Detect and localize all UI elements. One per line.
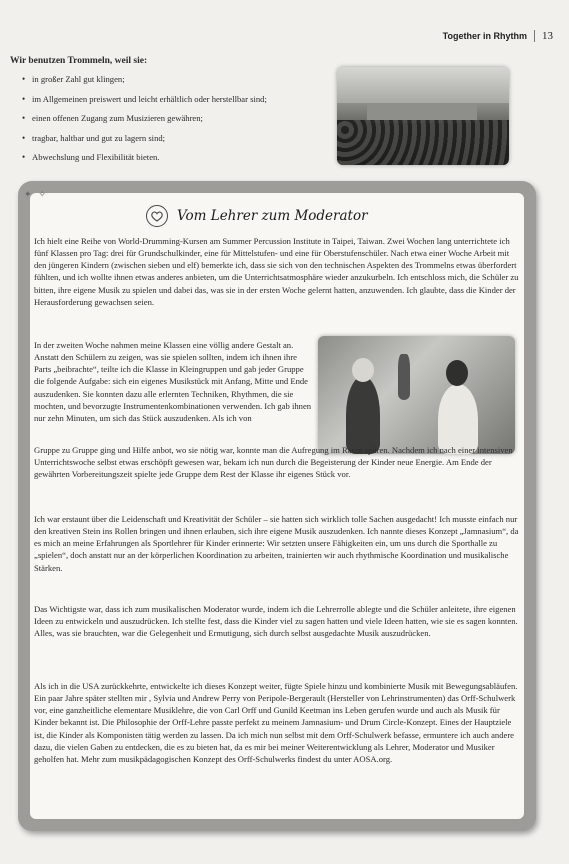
list-item: • in großer Zahl gut klingen; — [22, 73, 322, 93]
classroom-photo — [318, 336, 515, 454]
box-title: Vom Lehrer zum Moderator — [177, 208, 368, 224]
photo-face — [352, 358, 374, 382]
list-item: • im Allgemeinen preiswert und leicht erhältlich oder herstellbar sind; — [22, 93, 322, 113]
photo-tent-roof — [337, 67, 509, 103]
box-heading — [146, 205, 368, 227]
reasons-heading: Wir benutzen Trommeln, weil sie: — [10, 56, 148, 66]
photo-crowd — [337, 120, 509, 165]
book-title: Together in Rhythm — [442, 31, 527, 41]
sparkle-ornament-icon: ✦ ✧ — [24, 190, 48, 200]
running-header — [443, 30, 553, 42]
heart-icon — [151, 211, 163, 222]
paragraph: Gruppe zu Gruppe ging und Hilfe anbot, wo sie nötig war, konnte man die Aufregung im Raum spüren. Nachdem ich nach einer intensiven Unterrichtswoche selbst etwas erschöpft gewesen war, bekam ich nun durch die Begeisterung der Kinder neue Energie. Am Ende der gewährten Vorbereitungszeit spielte jede Gruppe dem Rest der Klasse ihr eigenes Stück vor. — [34, 445, 513, 480]
paragraph: Ich hielt eine Reihe von World-Drumming-Kursen am Summer Percussion Institute in Taipei, Taiwan. Zwei Wochen lang unterrichtete ich fünf Klassen pro Tag: drei für Grundschulkinder, eine für Mittelstufen- und eine für Oberstufenschüler. Nach etwa einer Woche Arbeit mit den jüngeren Kindern (zwischen sieben und elf) bemerkte ich, dass sie sich von den technischen Aspekten des Trommelns etwas überfordert fühlten, und ich wollte ihnen etwas anderes anbieten, um die Unterrichtsatmosphäre wieder anzukurbeln. Ich entschloss mich, die Schüler zu bitten, ihre eigene Musik zu spielen und dabei das, was sie in der ersten Woche gelernt hatten, anzuwenden. Ich glaubte, dass die Kinder der Herausforderung gewachsen seien. — [34, 236, 519, 307]
paragraph: Das Wichtigste war, dass ich zum musikalischen Moderator wurde, indem ich die Lehrerrolle ablegte und die Schüler anleitete, ihre eigenen Ideen zu entwickeln und auszudrücken. Ich stellte fest, dass die Kinder viel zu sagen hatten und viele Ideen hatten, wie sie es sagen konnten. Alles, was sie brauchten, war die Gelegenheit und Ermutigung, sich durch selbst ausgedachte Musik auszudrücken. — [34, 604, 518, 639]
heart-emblem-icon — [146, 205, 168, 227]
paragraph: Als ich in die USA zurückkehrte, entwickelte ich dieses Konzept weiter, fügte Spiele hinzu und kombinierte Musik mit Bewegungsabläufen. Ein paar Jahre später stellten mir , Sylvia und Andrew Perry von Peripole-Bergerault (Hersteller von Lehrinstrumenten) das Orff-Schulwerk vor, eine ganzheitliche elementare Musiklehre, die von Carl Orff und Gunild Keetman ins Leben gerufen wurde und auch als Musik für Kinder bekannt ist. Die Philosophie der Orff-Lehre passte perfekt zu meinem Jamnasium- und Drum Circle-Konzept. Eines der Hauptziele ist, die Kinder als Komponisten tätig werden zu lassen. Da ich mich nun selbst mit dem Orff-Schulwerk befasse, ermuntere ich auch andere dazu, die vielen Gaben zu entdecken, die es zu bieten hat, da es mir bei meiner Weiterentwicklung als Lehrer, Moderator und Musiker geholfen hat. Mehr zum musikpädagogischen Konzept des Orff-Schulwerks findest du unter AOSA.org. — [34, 681, 518, 764]
photo-person — [346, 376, 380, 454]
reasons-list — [22, 73, 322, 171]
photo-person — [398, 354, 410, 400]
list-item: • tragbar, haltbar und gut zu lagern sind; — [22, 132, 322, 152]
header-divider — [534, 30, 535, 42]
drum-circle-photo — [337, 67, 509, 165]
paragraph: Ich war erstaunt über die Leidenschaft und Kreativität der Schüler – sie hatten sich wirklich tolle Sachen ausgedacht! Ich musste einfach nur den kreativen Stein ins Rollen bringen und ihnen erlauben, sich ihre eigene Musik auszudenken. Ich nannte dieses Konzept „Jamnasium“, da es mich an meine Erfahrungen als Sportlehrer für Kinder erinnerte: Wir setzten unsere Fähigkeiten ein, um uns durch die Sporthalle zu „spielen“, doch anstatt nur an der körperlichen Koordination zu arbeiten, trainierten wir auch rhythmische Koordination und musikalische Stärken. — [34, 514, 519, 573]
list-item: • Abwechslung und Flexibilität bieten. — [22, 151, 322, 171]
page-number: 13 — [542, 30, 553, 42]
paragraph: In der zweiten Woche nahmen meine Klassen eine völlig andere Gestalt an. Anstatt den Schülern zu zeigen, was sie spielen sollten, indem ich ihnen ihre Parts „beibrachte“, teilte ich die Klasse in Kleingruppen und gab jeder Gruppe die folgende Aufgabe: sich ein eigenes Musikstück mit Anfang, Mitte und Ende auszudenken. Sie konnten dazu alle erlernten Techniken, Rhythmen, die sie mochten, und bevorzugte Instrumentenkombinationen verwenden. Ich gab ihnen nur zehn Minuten, um sich das Stück auszudenken. Als ich von — [34, 340, 312, 423]
photo-face — [446, 360, 468, 386]
list-item: • einen offenen Zugang zum Musizieren gewähren; — [22, 112, 322, 132]
